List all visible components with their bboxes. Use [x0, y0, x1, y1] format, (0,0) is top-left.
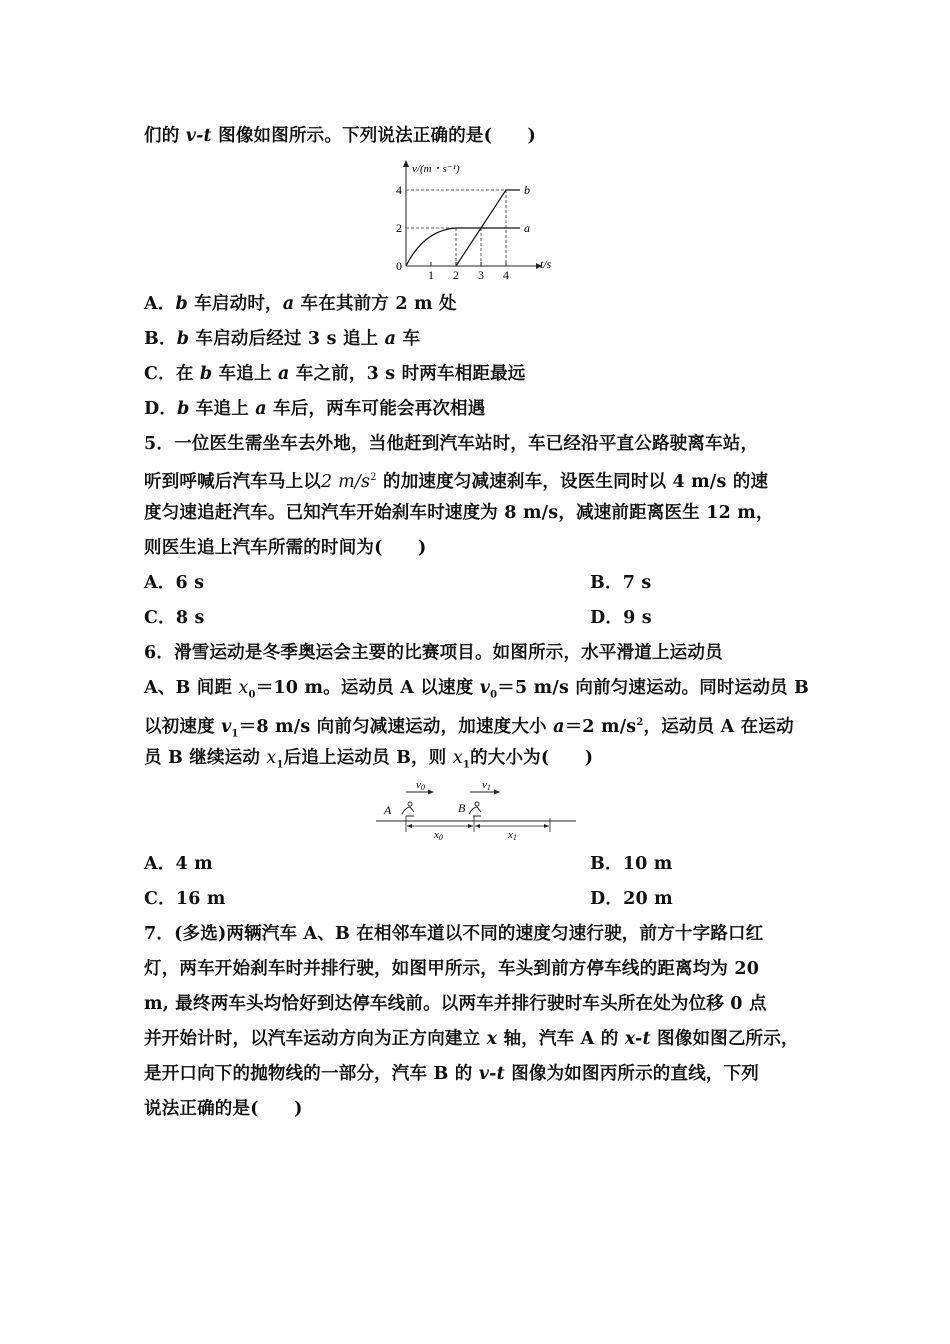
q6-text: ＝5 m/s 向前匀速运动。同时运动员 B: [497, 678, 810, 698]
q6-v1-sub: 1: [231, 728, 239, 740]
q6-text: A、B 间距: [144, 678, 239, 698]
q5-line-2: [144, 466, 768, 494]
q4-option-c: [144, 362, 526, 386]
q6-line-1: 6．滑雪运动是冬季奥运会主要的比赛项目。如图所示，水平滑道上运动员: [144, 643, 723, 663]
q6-line-4: [144, 746, 593, 778]
q6-text: ＝2 m/s: [564, 716, 637, 737]
option-key: D．: [144, 399, 178, 419]
v0-label: v0: [416, 779, 425, 792]
q7-text: 图像如图乙所示，: [650, 1029, 799, 1049]
q5-options-row-2: [144, 606, 652, 630]
q6-ski-figure: [370, 776, 580, 842]
y-tick-label-4: 4: [396, 183, 402, 197]
x-axis-label: t/s: [540, 257, 552, 271]
q6-x0-sub: 0: [248, 689, 256, 701]
q6-options-row-1: [144, 852, 673, 876]
option-var: b: [175, 294, 188, 314]
y-tick-label-2: 2: [396, 221, 402, 235]
option-var: a: [282, 294, 295, 314]
q4-stem-vt: v-t: [185, 126, 212, 146]
q5-line-4: 则医生追上汽车所需的时间为( ): [144, 538, 427, 558]
option-text: 车启动后经过 3 s 追上: [189, 329, 385, 349]
q6-option-b: B．10 m: [590, 854, 673, 874]
origin-label: 0: [396, 259, 402, 273]
q6-x1: x: [266, 748, 277, 768]
q4-option-a: [144, 292, 457, 316]
option-text: 车后，两车可能会再次相遇: [266, 399, 486, 419]
v0-arrowhead: [428, 790, 434, 795]
option-var: b: [199, 364, 213, 384]
x0-dim-arrow-right: [468, 824, 473, 828]
q7-x: x: [486, 1029, 498, 1049]
x0-label: x0: [434, 829, 443, 842]
option-var: a: [255, 399, 267, 419]
skier-b-icon: [469, 802, 481, 816]
option-var: a: [384, 329, 397, 349]
q5-text: 听到呼喊后汽车马上以: [144, 471, 321, 492]
q4-stem-tail: 图像如图所示。下列说法正确的是( ): [211, 126, 536, 146]
q6-v1: v: [221, 716, 232, 737]
q6-text: ＝10 m。运动员 A 以速度: [255, 678, 480, 698]
q6-text: ＝8 m/s 向前匀减速运动，加速度大小: [238, 716, 554, 737]
q6-v0: v: [479, 678, 491, 698]
q7-line-5: [144, 1062, 759, 1086]
option-var: b: [177, 399, 190, 419]
option-text: 车在其前方 2 m 处: [294, 294, 457, 314]
q5-option-a: A．6 s: [144, 573, 205, 593]
q5-acceleration: 2 m/s: [321, 471, 371, 492]
q5-line-3: 度匀速追赶汽车。已知汽车开始刹车时速度为 8 m/s，减速前距离医生 12 m，: [144, 503, 774, 523]
q7-text: 并开始计时，以汽车运动方向为正方向建立: [144, 1029, 487, 1049]
option-key: B．: [144, 329, 177, 349]
q6-line-3: [144, 711, 794, 746]
curve-a-label: a: [524, 221, 530, 235]
q5-options-row-1: [144, 571, 652, 595]
option-text: 车之前，3 s 时两车相距最远: [289, 364, 526, 384]
q6-option-c: C．16 m: [144, 889, 226, 909]
x-tick-label-2: 2: [453, 268, 459, 280]
q6-x1-sub: 1: [276, 759, 284, 771]
q6-x1: x: [452, 748, 463, 768]
x1-label: x1: [508, 829, 517, 842]
q6-text: ，运动员 A 在运动: [643, 716, 794, 737]
option-text: 车: [396, 329, 421, 349]
v1-label: v1: [482, 779, 491, 792]
q4-stem: [144, 124, 536, 148]
q4-vt-graph: [380, 156, 580, 280]
q6-v0-sub: 0: [490, 689, 498, 701]
q7-line-2: 灯，两车开始刹车时并排行驶，如图甲所示，车头到前方停车线的距离均为 20: [144, 959, 760, 979]
q6-text: 员 B 继续运动: [144, 748, 267, 768]
x-tick-label-1: 1: [428, 268, 434, 280]
label-b: B: [458, 801, 466, 815]
q5-option-c: C．8 s: [144, 608, 205, 628]
option-var: b: [176, 329, 190, 349]
option-key: A．: [144, 294, 176, 314]
q6-text: 的大小为( ): [470, 748, 594, 768]
v1-arrowhead: [494, 790, 500, 795]
q6-x0: x: [238, 678, 249, 698]
q7-text: 是开口向下的抛物线的一部分，汽车 B 的: [144, 1064, 479, 1084]
q6-option-a: A．4 m: [144, 854, 213, 874]
option-text: 车启动时，: [187, 294, 283, 314]
q7-xt: x-t: [624, 1029, 651, 1049]
q7-line-4: [144, 1027, 799, 1051]
curve-a: [406, 228, 520, 266]
q5-option-b: B．7 s: [590, 573, 652, 593]
x-tick-label-4: 4: [503, 268, 509, 280]
q6-line-2: [144, 676, 809, 708]
q6-sup: 2: [636, 717, 644, 728]
q6-x1-sub: 1: [462, 759, 471, 771]
option-var: a: [277, 364, 290, 384]
q6-acc: a: [553, 716, 565, 737]
y-axis-arrow: [403, 160, 409, 167]
q4-stem-text: 们的: [144, 126, 186, 146]
q5-option-d: D．9 s: [590, 608, 652, 628]
x1-dim-arrow-left: [475, 824, 480, 828]
q7-line-3: m, 最终两车头均恰好到达停车线前。以两车并排行驶时车头所在处为位移 0 点: [144, 994, 767, 1014]
y-axis-label: v/(m・s⁻¹): [412, 163, 460, 175]
q6-text: 以初速度: [144, 716, 222, 737]
x-tick-label-3: 3: [478, 268, 484, 280]
q5-line-1: 5．一位医生需坐车去外地，当他赶到汽车站时，车已经沿平直公路驶离车站，: [144, 434, 759, 454]
x1-dim-arrow-right: [544, 824, 549, 828]
q4-option-d: [144, 397, 485, 421]
option-text: 车追上: [212, 364, 278, 384]
q7-text: 轴，汽车 A 的: [497, 1029, 625, 1049]
option-key: C．在: [144, 364, 200, 384]
q7-text: 图像为如图丙所示的直线，下列: [504, 1064, 759, 1084]
q5-exponent: 2: [370, 472, 377, 483]
q7-vt: v-t: [478, 1064, 505, 1084]
q6-options-row-2: [144, 887, 673, 911]
label-a: A: [384, 803, 392, 817]
skier-a-icon: [402, 802, 414, 816]
q5-text: 的加速度匀减速刹车，设医生同时以 4 m/s 的速: [376, 471, 769, 492]
q4-option-b: [144, 327, 420, 351]
x0-dim-arrow-left: [407, 824, 412, 828]
q6-text: 后追上运动员 B，则: [283, 748, 453, 768]
q6-option-d: D．20 m: [590, 889, 673, 909]
q7-line-6: 说法正确的是( ): [144, 1099, 303, 1119]
curve-b-label: b: [524, 183, 530, 197]
option-text: 车追上: [189, 399, 256, 419]
q7-line-1: 7．(多选)两辆汽车 A、B 在相邻车道以不同的速度匀速行驶，前方十字路口红: [144, 924, 764, 944]
